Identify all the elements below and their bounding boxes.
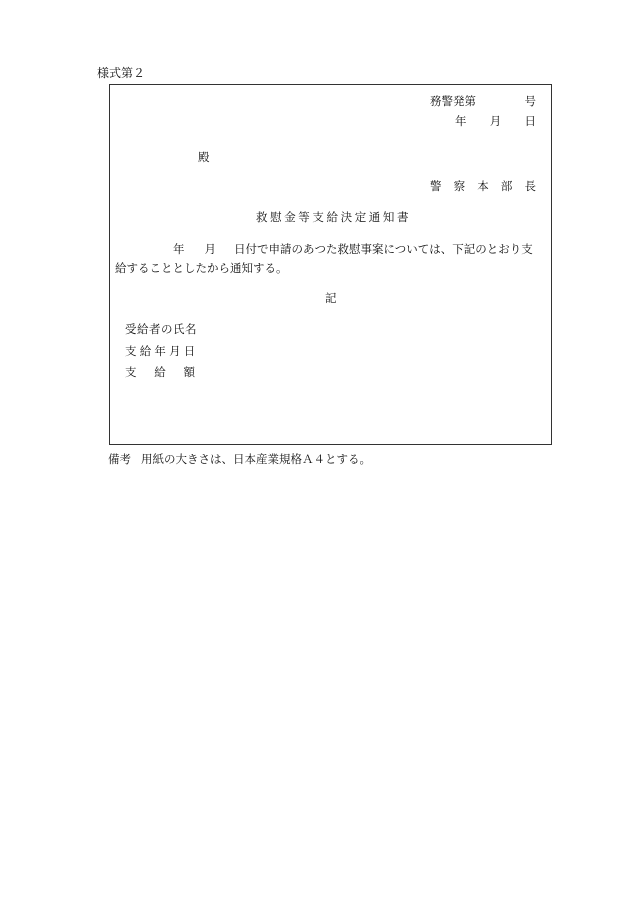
document-number-suffix: 号 (524, 94, 536, 108)
issue-date-year: 年 (455, 114, 467, 128)
sender-char: 長 (524, 179, 536, 193)
recipient-name-label: 受給者の氏名 (125, 322, 197, 336)
amount-label-char: 額 (183, 365, 195, 379)
issue-date-day: 日 (524, 114, 536, 128)
sender-char: 本 (477, 179, 489, 193)
sender-title (430, 180, 536, 194)
remarks-label: 備考 (108, 452, 131, 466)
sender-char: 警 (430, 179, 442, 193)
body-line-1 (115, 243, 533, 257)
issue-date-month: 月 (489, 114, 502, 128)
addressee-honorific: 殿 (198, 150, 210, 164)
body-line-2: 給することとしたから通知する。 (115, 261, 288, 275)
payment-date-label: 支給年月日 (125, 344, 199, 358)
body-year: 年 (173, 242, 185, 256)
body-month: 月 (204, 242, 216, 256)
body-line-1-text: 日付で申請のあつた救慰事案については、下記のとおり支 (234, 242, 533, 256)
amount-label-char: 支 (125, 365, 137, 379)
issue-date-row (455, 115, 536, 129)
sender-char: 部 (500, 179, 513, 193)
amount-label-char: 給 (154, 365, 166, 379)
payment-amount-label (125, 366, 195, 380)
document-number-label: 務警発第 (430, 94, 476, 108)
ki-heading: 記 (325, 291, 337, 305)
form-number: 様式第２ (97, 66, 146, 80)
remarks (108, 453, 371, 467)
document-title: 救慰金等支給決定通知書 (256, 210, 412, 224)
remarks-text: 用紙の大きさは、日本産業規格Ａ４とする。 (141, 452, 371, 466)
document-number-row (430, 95, 536, 109)
sender-char: 察 (453, 179, 466, 193)
